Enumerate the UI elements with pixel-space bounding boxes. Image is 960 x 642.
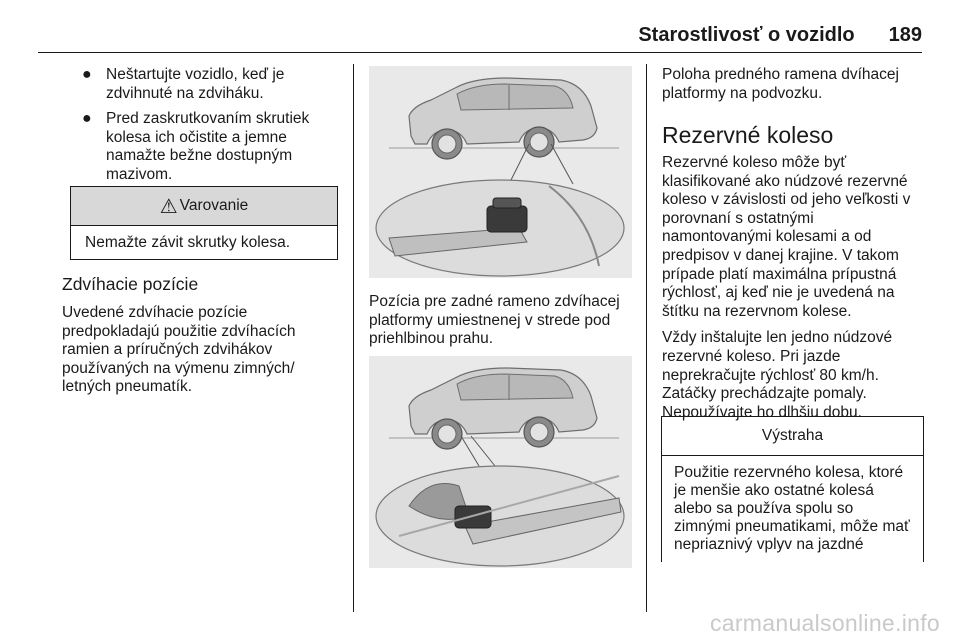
header-rule: [38, 52, 922, 53]
caution-text: Použitie rezervného kolesa, ktoré je menšie ako ostatné kolesá alebo sa používa spolu so zimnými pneumatikami, môže mať nepriaznivý vplyv na jazdné: [674, 464, 910, 553]
car-lift-illustration-front: [369, 356, 632, 568]
caption-rear-lift-text: Pozícia pre zadné rameno zdvíhacej platformy umiestnenej v strede pod priehlbinou prahu.: [369, 293, 620, 348]
caution-title: Výstraha: [662, 417, 923, 456]
bullet-dot-icon: ●: [82, 66, 92, 83]
caution-box: [661, 416, 924, 562]
lifting-positions-text: Uvedené zdvíhacie pozície predpokladajú použitie zdvíhacích ramien a príručných zdvihákov používaných na výmenu zimných/ letných pneumatík.: [62, 304, 296, 396]
section-title-spare-wheel: Rezervné koleso: [662, 122, 834, 148]
caption-front-lift: [662, 66, 924, 103]
column-divider-2: [646, 64, 647, 612]
warning-triangle-icon: ⚠: [159, 195, 178, 218]
column-divider-1: [353, 64, 354, 612]
spare-wheel-text-block: [662, 154, 924, 422]
spare-wheel-paragraph-2: Vždy inštalujte len jedno núdzové rezervné koleso. Pri jazde neprekračujte rýchlosť 80 km/h. Zatáčky prechádzajte pomaly. Nepoužívajte ho dlhšiu dobu.: [662, 329, 893, 421]
section-title-lifting-positions: Zdvíhacie pozície: [62, 274, 199, 294]
figure-front-lift-point: [369, 356, 632, 568]
spare-wheel-paragraph-1: Rezervné koleso môže byť klasifikované ako núdzové rezervné koleso v závislosti od jeho veľkosti v porovnaní s ostatnými namontovanými kolesami a od predpisov v danej krajine. V takom prípade platí maximálna prípustná rýchlosť, aj keď nie je uvedená na štítku na rezervnom kolese.: [662, 154, 911, 320]
bullet-item: [70, 66, 342, 103]
column-1-bullets: [70, 66, 342, 192]
caption-front-lift-text: Poloha predného ramena dvíhacej platformy na podvozku.: [662, 66, 899, 102]
warning-title: Varovanie: [179, 197, 249, 214]
warning-box-header: [71, 187, 337, 226]
page-header: [0, 24, 922, 54]
figure-rear-lift-point: [369, 66, 632, 278]
car-lift-illustration-rear: [369, 66, 632, 278]
warning-text: Nemažte závit skrutky kolesa.: [85, 234, 291, 251]
warning-box: [70, 186, 338, 260]
page-title: Starostlivosť o vozidlo: [638, 24, 855, 46]
bullet-text: Pred zaskrutkovaním skrutiek kolesa ich očistite a jemne namažte bežne dostupným mazivom.: [106, 110, 310, 183]
caption-rear-lift: [369, 293, 639, 349]
page-number: 189: [888, 24, 922, 46]
bullet-item: [70, 110, 342, 184]
bullet-text: Neštartujte vozidlo, keď je zdvihnuté na zdviháku.: [106, 66, 285, 102]
bullet-dot-icon: ●: [82, 110, 92, 128]
watermark: carmanualsonline.info: [709, 610, 940, 636]
lifting-positions-text-block: [62, 304, 344, 397]
